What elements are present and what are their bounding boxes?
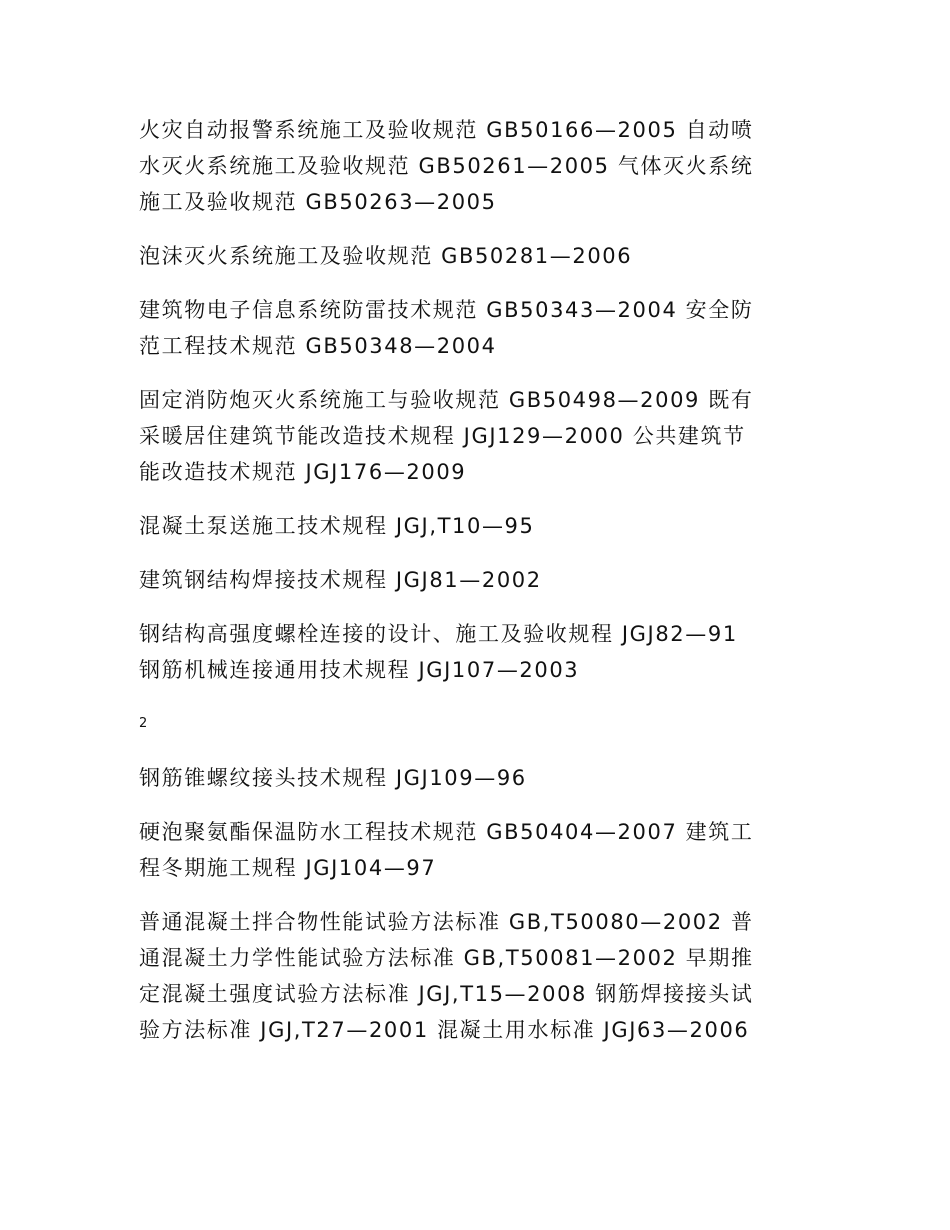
text-line: 建筑物电子信息系统防雷技术规范 GB50343—2004 安全防	[139, 298, 754, 322]
text-line: 建筑钢结构焊接技术规程 JGJ81—2002	[139, 568, 542, 592]
text-line: 泡沫灭火系统施工及验收规范 GB50281—2006	[139, 244, 633, 268]
text-line: 普通混凝土拌合物性能试验方法标准 GB,T50080—2002 普	[139, 910, 754, 934]
paragraph-welding-standard	[139, 562, 819, 598]
text-line: 程冬期施工规程 JGJ104—97	[139, 856, 437, 880]
paragraph-pumping-standard	[139, 508, 819, 544]
text-line: 定混凝土强度试验方法标准 JGJ,T15—2008 钢筋焊接接头试	[139, 982, 754, 1006]
paragraph-gap	[139, 688, 819, 706]
paragraph-gap	[139, 598, 819, 616]
text-line: 通混凝土力学性能试验方法标准 GB,T50081—2002 早期推	[139, 946, 754, 970]
text-line: 能改造技术规范 JGJ176—2009	[139, 460, 467, 484]
paragraph-gap	[139, 886, 819, 904]
paragraph-foam-standard	[139, 238, 819, 274]
text-line: 固定消防炮灭火系统施工与验收规范 GB50498—2009 既有	[139, 388, 754, 412]
text-line: 范工程技术规范 GB50348—2004	[139, 334, 497, 358]
page-number: 2	[139, 716, 148, 731]
text-line: 钢结构高强度螺栓连接的设计、施工及验收规程 JGJ82—91	[139, 622, 738, 646]
text-line: 混凝土泵送施工技术规程 JGJ,T10—95	[139, 514, 535, 538]
text-line: 钢筋锥螺纹接头技术规程 JGJ109—96	[139, 766, 527, 790]
paragraph-gap	[139, 490, 819, 508]
text-line: 火灾自动报警系统施工及验收规范 GB50166—2005 自动喷	[139, 118, 754, 142]
paragraph-gap	[139, 364, 819, 382]
text-line: 验方法标准 JGJ,T27—2001 混凝土用水标准 JGJ63—2006	[139, 1018, 750, 1042]
paragraph-cannon-energy-standards	[139, 382, 819, 490]
text-line: 钢筋机械连接通用技术规程 JGJ107—2003	[139, 658, 580, 682]
paragraph-taper-thread-standard	[139, 760, 819, 796]
paragraph-gap	[139, 544, 819, 562]
paragraph-gap	[139, 796, 819, 814]
paragraph-lightning-security-standards	[139, 292, 819, 364]
paragraph-gap	[139, 742, 819, 760]
paragraph-bolt-rebar-standards	[139, 616, 819, 688]
text-line: 施工及验收规范 GB50263—2005	[139, 190, 497, 214]
text-line: 水灭火系统施工及验收规范 GB50261—2005 气体灭火系统	[139, 154, 754, 178]
text-line: 硬泡聚氨酯保温防水工程技术规范 GB50404—2007 建筑工	[139, 820, 754, 844]
paragraph-gap	[139, 220, 819, 238]
paragraph-polyurethane-winter-standards	[139, 814, 819, 886]
paragraph-fire-standards	[139, 112, 819, 220]
text-line: 采暖居住建筑节能改造技术规程 JGJ129—2000 公共建筑节	[139, 424, 746, 448]
document-body	[139, 112, 819, 1048]
paragraph-concrete-test-standards	[139, 904, 819, 1048]
paragraph-gap	[139, 274, 819, 292]
